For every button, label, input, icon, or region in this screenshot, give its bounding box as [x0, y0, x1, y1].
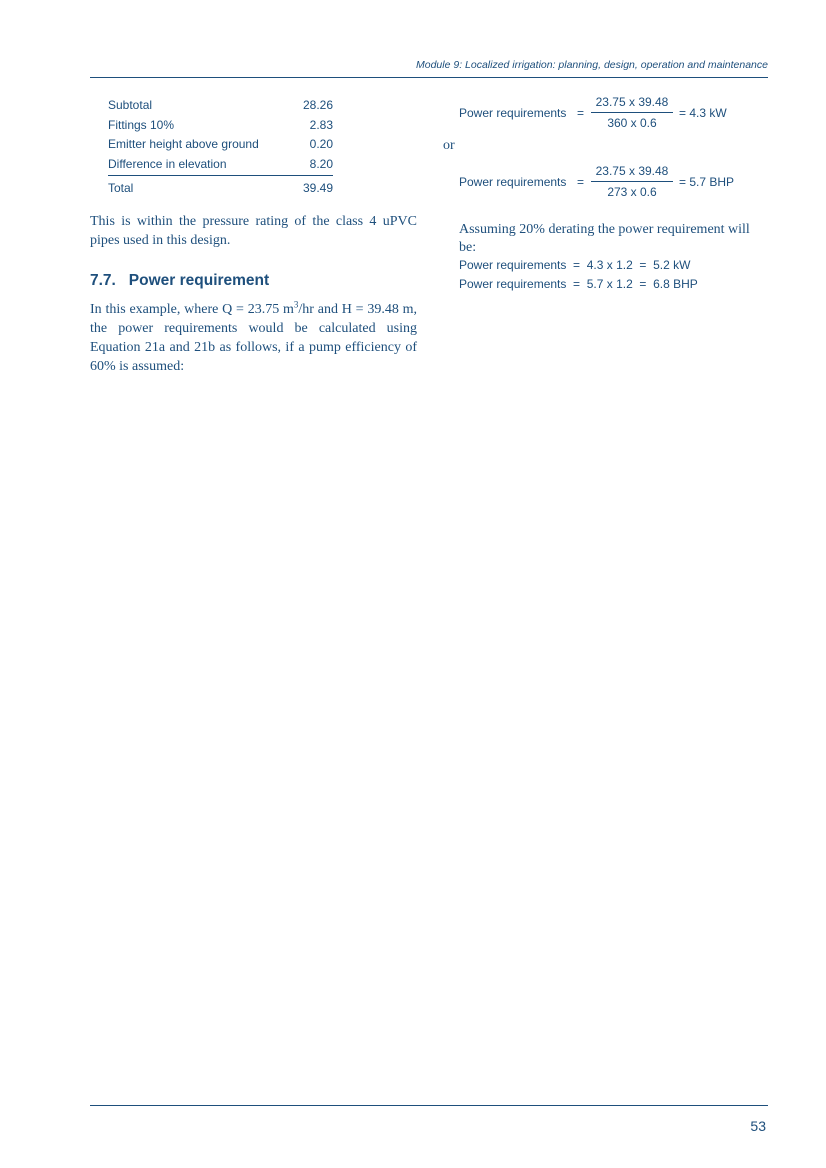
total-label: Total — [108, 181, 134, 195]
numerator: 23.75 x 39.48 — [591, 95, 673, 113]
table-row — [108, 135, 333, 155]
row-label: Difference in elevation — [108, 156, 227, 171]
total-row — [108, 176, 333, 200]
equation-result: = 5.7 BHP — [679, 174, 735, 189]
table-row — [108, 96, 333, 116]
row-value: 2.83 — [309, 117, 333, 132]
intro-superscript: 3 — [293, 299, 299, 310]
total-value: 39.49 — [302, 181, 333, 195]
intro-part2: /hr and H = 39.48 m, the power requirements would be calculated using Equation 21a and 21b as follows, if a pump efficiency of 60% is assumed: — [90, 302, 417, 374]
equation-label: Power requirements — [459, 174, 567, 189]
equation-result: = 4.3 kW — [679, 105, 727, 120]
section-heading — [90, 272, 269, 290]
running-header: Module 9: Localized irrigation: planning, design, operation and maintenance — [416, 59, 768, 71]
fraction — [593, 95, 671, 130]
equation-bhp — [459, 164, 734, 199]
table-row — [108, 155, 333, 175]
page-number: 53 — [750, 1118, 766, 1134]
row-label: Subtotal — [108, 98, 153, 112]
denominator: 273 x 0.6 — [607, 185, 657, 199]
derated-kw-line: Power requirements = 4.3 x 1.2 = 5.2 kW — [459, 258, 691, 272]
fraction — [593, 164, 671, 199]
row-value: 28.26 — [302, 98, 333, 112]
equals-sign: = — [577, 105, 585, 120]
row-label: Emitter height above ground — [108, 137, 259, 151]
derated-bhp-line: Power requirements = 5.7 x 1.2 = 6.8 BHP — [459, 277, 698, 291]
row-label: Fittings 10% — [108, 117, 175, 132]
header-rule — [90, 77, 768, 78]
equation-kw — [459, 95, 727, 130]
derating-note: Assuming 20% derating the power requirement will be: — [459, 222, 750, 255]
pressure-note: This is within the pressure rating of the class 4 uPVC pipes used in this design. — [90, 214, 417, 248]
footer-rule — [90, 1105, 768, 1106]
or-text: or — [443, 138, 455, 153]
row-value: 0.20 — [309, 137, 333, 151]
row-value: 8.20 — [309, 156, 333, 171]
table-row — [108, 116, 333, 136]
section-number: 7.7. — [90, 272, 116, 289]
equation-label: Power requirements — [459, 105, 567, 120]
intro-paragraph — [90, 300, 417, 376]
intro-part1: In this example, where Q = 23.75 m — [90, 302, 294, 317]
equals-sign: = — [577, 174, 585, 189]
numerator: 23.75 x 39.48 — [591, 164, 673, 182]
denominator: 360 x 0.6 — [607, 116, 657, 130]
section-title: Power requirement — [128, 272, 270, 289]
headloss-table — [108, 96, 333, 200]
